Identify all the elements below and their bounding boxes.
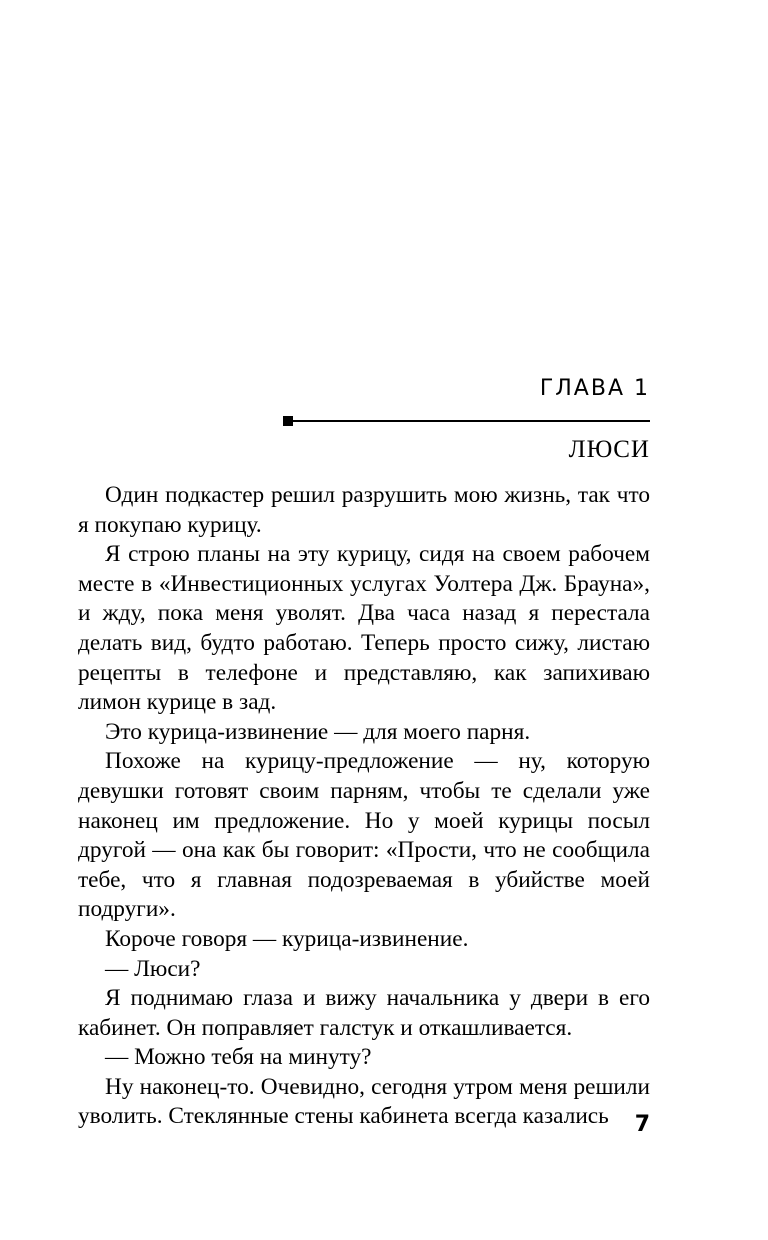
divider-line xyxy=(291,420,650,422)
paragraph: Один подкастер решил разрушить мою жизнь, так что я покупаю курицу. xyxy=(78,482,650,538)
paragraph: Я поднимаю глаза и вижу начальника у двери в его кабинет. Он поправляет галстук и откашливается. xyxy=(78,985,650,1041)
dialogue-line: — Можно тебя на минуту? xyxy=(105,1044,372,1071)
chapter-title: ЛЮСИ xyxy=(568,436,650,463)
paragraph: Короче говоря — курица-извинение. xyxy=(105,925,469,952)
dialogue-line: — Люси? xyxy=(105,955,201,982)
paragraph: Я строю планы на эту курицу, сидя на своем рабочем месте в «Инвестиционных услугах Уолтера Дж. Брауна», и жду, пока меня уволят. Два часа назад я перестала делать вид, будто работаю. Теперь просто сижу, листаю рецепты в телефоне и представляю, как запихиваю лимон курице в зад. xyxy=(78,541,650,716)
paragraph: Ну наконец-то. Очевидно, сегодня утром меня решили уволить. Стеклянные стены кабинета всегда казались xyxy=(78,1073,650,1130)
page-number: 7 xyxy=(634,1112,650,1137)
chapter-divider xyxy=(283,416,650,426)
chapter-label: ГЛАВА 1 xyxy=(539,376,650,401)
paragraph: Это курица-извинение — для моего парня. xyxy=(105,718,531,745)
body-text xyxy=(78,481,650,1132)
paragraph: Похоже на курицу-предложение — ну, которую девушки готовят своим парням, чтобы те сделали уже наконец им предложение. Но у моей курицы посыл другой — она как бы говорит: «Прости, что не сообщила тебе, что я главная подозреваемая в убийстве моей подруги». xyxy=(78,748,650,923)
